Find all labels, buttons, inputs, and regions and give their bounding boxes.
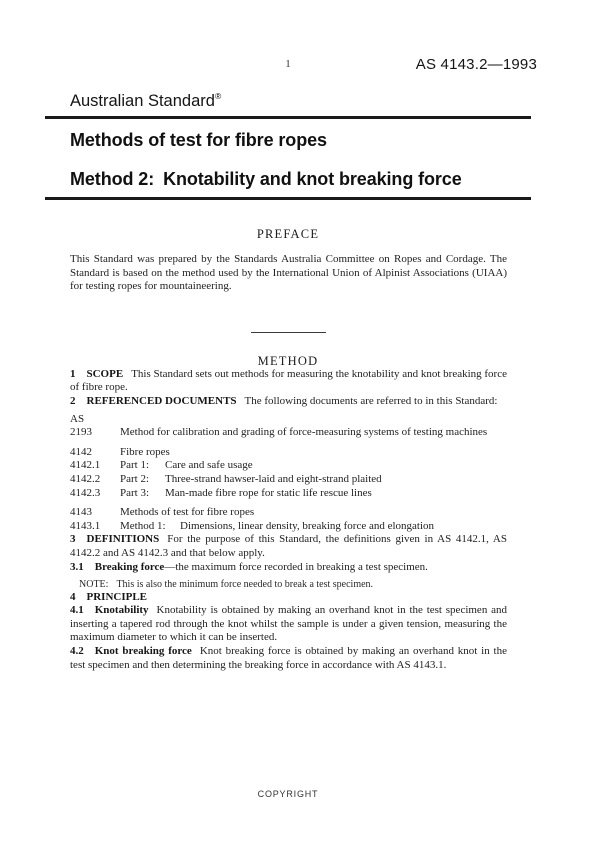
preface-paragraph: This Standard was prepared by the Standards Australia Committee on Ropes and Cordage. The Standard is based on the method used by the International Union of Alpinist Associations (UIAA) for testing ropes for mountaineering.	[70, 253, 507, 293]
reference-row	[70, 459, 507, 473]
reference-number: 4142.3	[70, 486, 101, 499]
reference-text	[120, 473, 507, 487]
section-title: DEFINITIONS	[86, 533, 160, 546]
header-rule-bottom	[45, 197, 531, 200]
document-page	[45, 56, 537, 672]
section-title: Breaking force	[94, 560, 165, 573]
brand-title	[70, 88, 531, 110]
header-rule-top	[45, 116, 531, 119]
section-divider	[251, 332, 326, 333]
reference-row	[70, 506, 507, 520]
method-title	[70, 170, 531, 189]
section-scope	[70, 368, 507, 395]
registered-trademark-symbol: ®	[214, 91, 222, 101]
copyright-footer: COPYRIGHT	[257, 789, 319, 799]
standard-title: Methods of test for fibre ropes	[70, 130, 327, 150]
section-knot-breaking-force	[70, 645, 507, 672]
section-body: The following documents are referred to in this Standard:	[244, 394, 498, 407]
reference-row	[70, 487, 507, 501]
section-title: Knotability	[94, 604, 149, 617]
section-knotability	[70, 604, 507, 645]
reference-part-text: Care and safe usage	[165, 459, 253, 472]
reference-number: 4143	[70, 506, 92, 519]
page-header	[45, 56, 537, 75]
section-number: 2	[70, 394, 76, 407]
references-list	[70, 413, 507, 534]
note-label: NOTE:	[79, 579, 109, 591]
method-number-label: Method 2:	[70, 169, 155, 189]
section-body: Knotability is obtained by making an overhand knot in the test specimen and inserting a tapered rod through the knot whilst the sample is under a given tension, measuring the maximum diameter to which it can be inserted.	[70, 604, 507, 644]
note-text: This is also the minimum force needed to break a test specimen.	[116, 579, 374, 591]
reference-row	[70, 520, 507, 534]
section-title: SCOPE	[86, 367, 124, 380]
definition-note	[79, 579, 507, 591]
section-referenced-documents	[70, 395, 507, 409]
section-body: This Standard sets out methods for measuring the knotability and knot breaking force of fibre rope.	[70, 367, 507, 394]
reference-number: 4142.2	[70, 472, 101, 485]
reference-row	[70, 473, 507, 487]
section-body: —the maximum force recorded in breaking a test specimen.	[164, 560, 428, 573]
reference-part-label: Part 2:	[120, 472, 150, 485]
reference-part-label: Part 1:	[120, 459, 150, 472]
standard-code: AS 4143.2—1993	[415, 56, 537, 73]
method-name: Knotability and knot breaking force	[163, 169, 462, 189]
reference-part-text: Man-made fibre rope for static life rescue lines	[165, 486, 372, 499]
reference-row	[70, 426, 507, 440]
references-prefix: AS	[70, 412, 85, 425]
section-definitions	[70, 533, 507, 560]
reference-part-label: Part 3:	[120, 486, 150, 499]
reference-number: 4142	[70, 445, 92, 458]
reference-text	[120, 487, 507, 501]
reference-text: Method for calibration and grading of force-measuring systems of testing machines	[120, 426, 488, 439]
section-number: 4	[70, 590, 76, 603]
section-title: REFERENCED DOCUMENTS	[86, 394, 237, 407]
reference-text	[120, 459, 507, 473]
method-heading: METHOD	[257, 353, 319, 368]
section-principle	[70, 591, 507, 605]
section-body: For the purpose of this Standard, the definitions given in AS 4142.1, AS 4142.2 and AS 4142.3 and that below apply.	[70, 533, 507, 559]
reference-text: Methods of test for fibre ropes	[120, 506, 255, 519]
reference-number: 2193	[70, 426, 92, 439]
section-body: Knot breaking force is obtained by making an overhand knot in the test specimen and then determining the breaking force in accordance with AS 4143.1.	[70, 644, 507, 671]
section-number: 4.1	[70, 604, 84, 617]
reference-number: 4142.1	[70, 459, 101, 472]
section-title: Knot breaking force	[94, 644, 192, 657]
reference-row	[70, 446, 507, 460]
section-number: 3.1	[70, 560, 84, 573]
reference-part-label: Method 1:	[120, 519, 166, 532]
reference-part-text: Dimensions, linear density, breaking force and elongation	[180, 519, 435, 532]
reference-text: Fibre ropes	[120, 445, 170, 458]
page-number: 1	[285, 58, 291, 70]
preface-heading: PREFACE	[256, 227, 320, 241]
reference-number: 4143.1	[70, 519, 101, 532]
section-title: PRINCIPLE	[86, 590, 148, 603]
section-number: 3	[70, 533, 76, 546]
reference-part-text: Three-strand hawser-laid and eight-strand plaited	[165, 472, 382, 485]
section-number: 1	[70, 367, 76, 380]
brand-name: Australian Standard	[70, 92, 215, 110]
section-number: 4.2	[70, 644, 84, 657]
reference-text	[120, 520, 507, 534]
section-breaking-force	[70, 561, 507, 575]
